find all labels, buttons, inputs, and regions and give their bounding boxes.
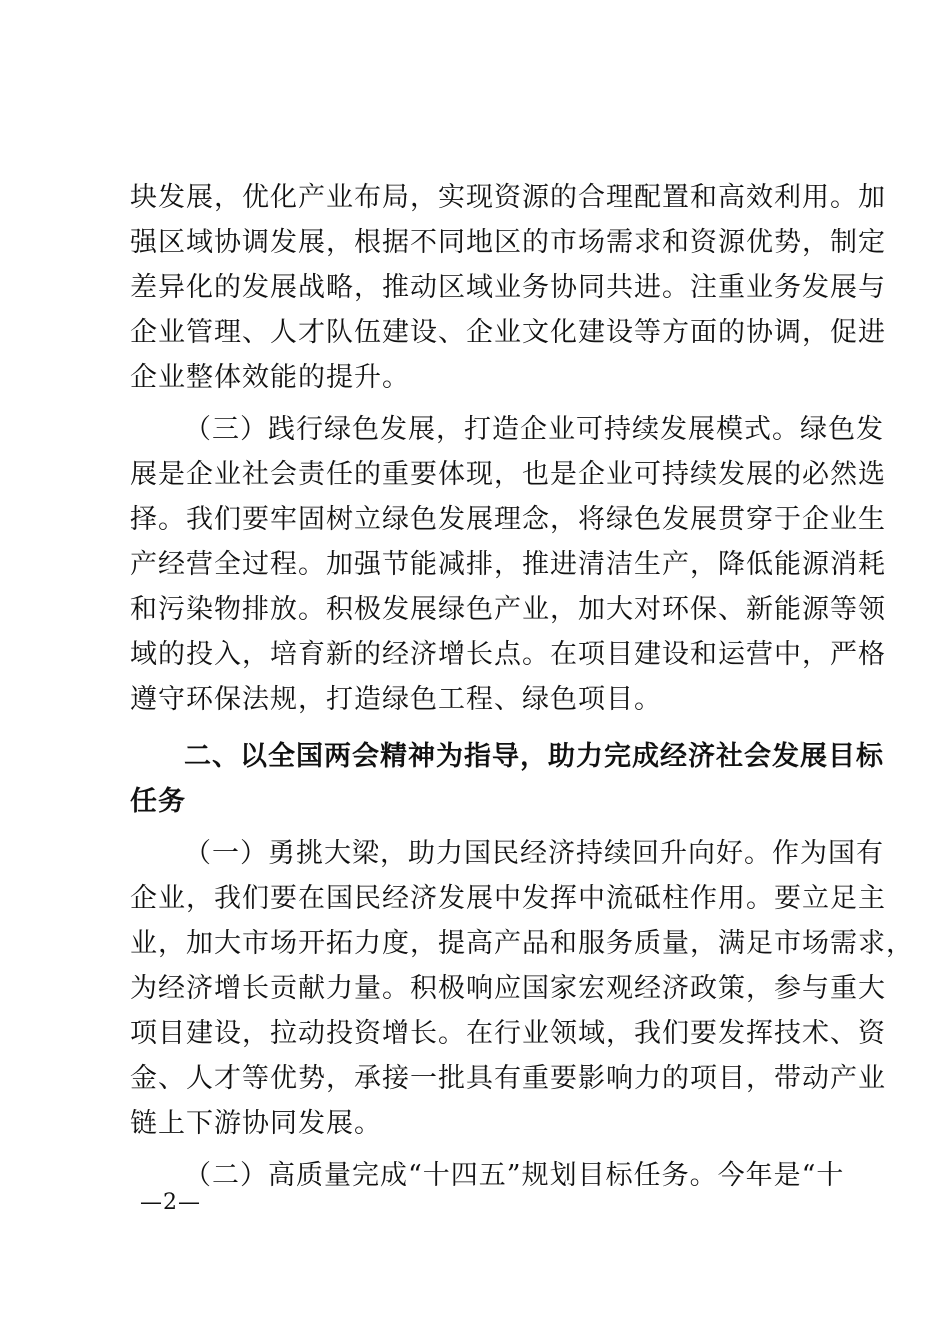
text-line: 金、人才等优势，承接一批具有重要影响力的项目，带动产业	[130, 1063, 886, 1094]
text-line: 择。我们要牢固树立绿色发展理念，将绿色发展贯穿于企业生	[130, 504, 886, 535]
text-line: 企业管理、人才队伍建设、企业文化建设等方面的协调，促进	[130, 317, 886, 348]
text-line: 遵守环保法规，打造绿色工程、绿色项目。	[130, 684, 662, 715]
text-line: 为经济增长贡献力量。积极响应国家宏观经济政策，参与重大	[130, 973, 886, 1004]
text-line: 链上下游协同发展。	[130, 1108, 382, 1139]
section-heading-continued: 任务	[130, 786, 186, 817]
text-line: 强区域协调发展，根据不同地区的市场需求和资源优势，制定	[130, 227, 886, 258]
text-line: 企业整体效能的提升。	[130, 362, 410, 393]
section-heading: 二、以全国两会精神为指导，助力完成经济社会发展目标	[184, 741, 884, 772]
text-line: 和污染物排放。积极发展绿色产业，加大对环保、新能源等领	[130, 594, 886, 625]
text-line: 域的投入，培育新的经济增长点。在项目建设和运营中，严格	[130, 639, 886, 670]
document-body	[130, 175, 914, 1198]
page-number: —2—	[140, 1190, 201, 1215]
text-line: 展是企业社会责任的重要体现，也是企业可持续发展的必然选	[130, 459, 886, 490]
text-line: 块发展，优化产业布局，实现资源的合理配置和高效利用。加	[130, 182, 886, 213]
text-line: 差异化的发展战略，推动区域业务协同共进。注重业务发展与	[130, 272, 886, 303]
text-line: 项目建设，拉动投资增长。在行业领域，我们要发挥技术、资	[130, 1018, 886, 1049]
section-3-lead: （三）践行绿色发展，打造企业可持续发展模式。绿色发	[184, 414, 884, 445]
subsection-1-lead: （一）勇挑大梁，助力国民经济持续回升向好。作为国有	[184, 838, 884, 869]
text-line: 业，加大市场开拓力度，提高产品和服务质量，满足市场需求，	[130, 928, 914, 959]
subsection-2-lead: （二）高质量完成“十四五”规划目标任务。今年是“十	[184, 1160, 845, 1191]
text-line: 企业，我们要在国民经济发展中发挥中流砥柱作用。要立足主	[130, 883, 886, 914]
text-line: 产经营全过程。加强节能减排，推进清洁生产，降低能源消耗	[130, 549, 886, 580]
